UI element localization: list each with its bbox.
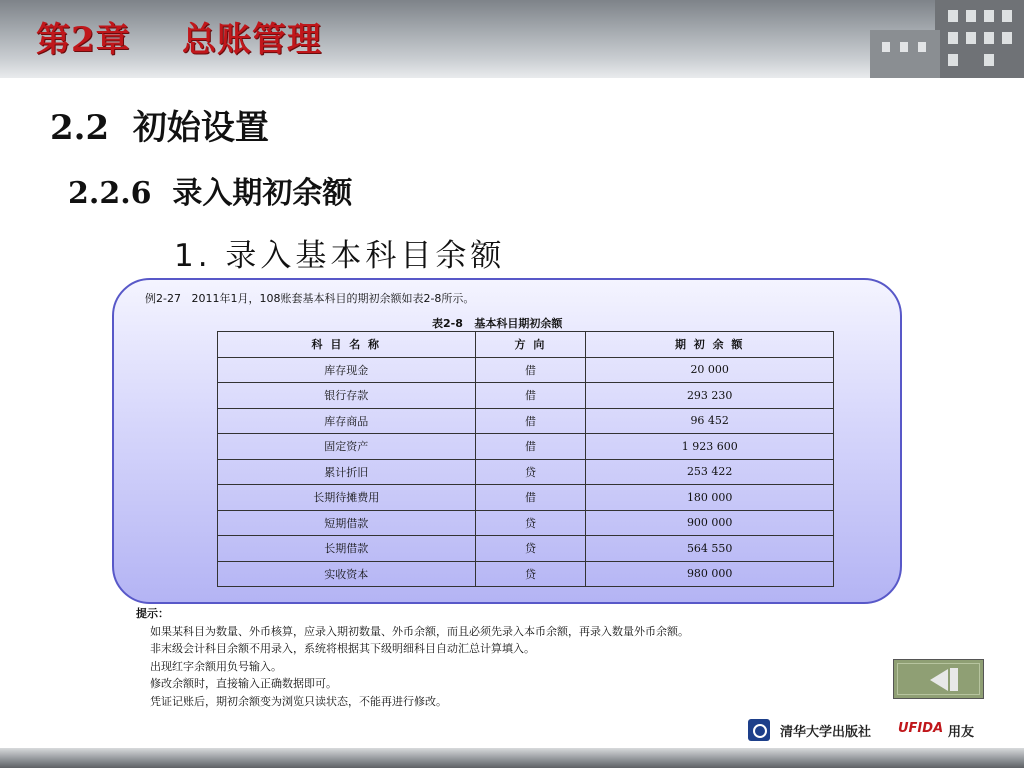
chapter-title: 第2章 总账管理	[36, 20, 323, 60]
header-account: 科 目 名 称	[218, 332, 476, 358]
back-button[interactable]	[893, 659, 984, 699]
ufida-logo: UFIDA	[898, 721, 944, 736]
balance-cell: 293 230	[586, 383, 834, 409]
direction-cell: 借	[475, 408, 586, 434]
table-row	[218, 434, 834, 460]
table-row	[218, 383, 834, 409]
table-title: 表2-8 基本科目期初余额	[432, 317, 563, 330]
balance-cell: 900 000	[586, 510, 834, 536]
direction-cell: 借	[475, 383, 586, 409]
account-cell: 长期待摊费用	[218, 485, 476, 511]
table-row	[218, 510, 834, 536]
direction-cell: 借	[475, 485, 586, 511]
balance-cell: 20 000	[586, 357, 834, 383]
tips-block	[136, 605, 689, 710]
tip-line: 非末级会计科目余额不用录入，系统将根据其下级明细科目自动汇总计算填入。	[150, 642, 535, 655]
account-cell: 长期借款	[218, 536, 476, 562]
item-heading: 1. 录入基本科目余额	[174, 238, 506, 274]
account-cell: 短期借款	[218, 510, 476, 536]
direction-cell: 贷	[475, 510, 586, 536]
table-row	[218, 357, 834, 383]
publisher-name: 清华大学出版社	[780, 725, 872, 740]
tip-line: 凭证记账后，期初余额变为浏览只读状态，不能再进行修改。	[150, 694, 447, 708]
table-row	[218, 561, 834, 587]
subsection-heading: 2.2.6 录入期初余额	[68, 176, 353, 211]
example-text: 例2-27 2011年1月，108账套基本科目的期初余额如表2-8所示。	[145, 292, 475, 305]
bottom-band	[0, 748, 1024, 768]
account-cell: 实收资本	[218, 561, 476, 587]
table-row	[218, 485, 834, 511]
account-cell: 固定资产	[218, 434, 476, 460]
account-cell: 累计折旧	[218, 459, 476, 485]
back-bar-icon	[950, 668, 958, 691]
header-band	[0, 0, 1024, 78]
ufida-logo-cn: 用友	[948, 725, 975, 740]
balance-cell: 253 422	[586, 459, 834, 485]
balance-cell: 1 923 600	[586, 434, 834, 460]
balance-cell: 180 000	[586, 485, 834, 511]
header-balance: 期 初 余 额	[586, 332, 834, 358]
publisher-logo-icon	[748, 719, 770, 741]
direction-cell: 借	[475, 357, 586, 383]
table-row	[218, 408, 834, 434]
header-direction: 方 向	[475, 332, 586, 358]
tip-line: 如果某科目为数量、外币核算，应录入期初数量、外币余额，而且必须先录入本币余额，再录入数量外币余额。	[150, 624, 689, 638]
account-cell: 库存现金	[218, 357, 476, 383]
tip-line: 修改余额时，直接输入正确数据即可。	[150, 677, 337, 690]
balance-cell: 96 452	[586, 408, 834, 434]
table-header-row	[218, 332, 834, 358]
table-row	[218, 459, 834, 485]
building-decoration-2	[870, 30, 940, 78]
table-row	[218, 536, 834, 562]
tip-line: 出现红字余额用负号输入。	[150, 659, 282, 673]
balance-table	[217, 331, 834, 587]
account-cell: 库存商品	[218, 408, 476, 434]
direction-cell: 贷	[475, 561, 586, 587]
balance-cell: 980 000	[586, 561, 834, 587]
back-arrow-icon	[930, 669, 948, 691]
direction-cell: 贷	[475, 536, 586, 562]
balance-cell: 564 550	[586, 536, 834, 562]
account-cell: 银行存款	[218, 383, 476, 409]
direction-cell: 借	[475, 434, 586, 460]
section-heading: 2.2 初始设置	[50, 108, 269, 148]
direction-cell: 贷	[475, 459, 586, 485]
tips-title: 提示：	[136, 607, 169, 620]
